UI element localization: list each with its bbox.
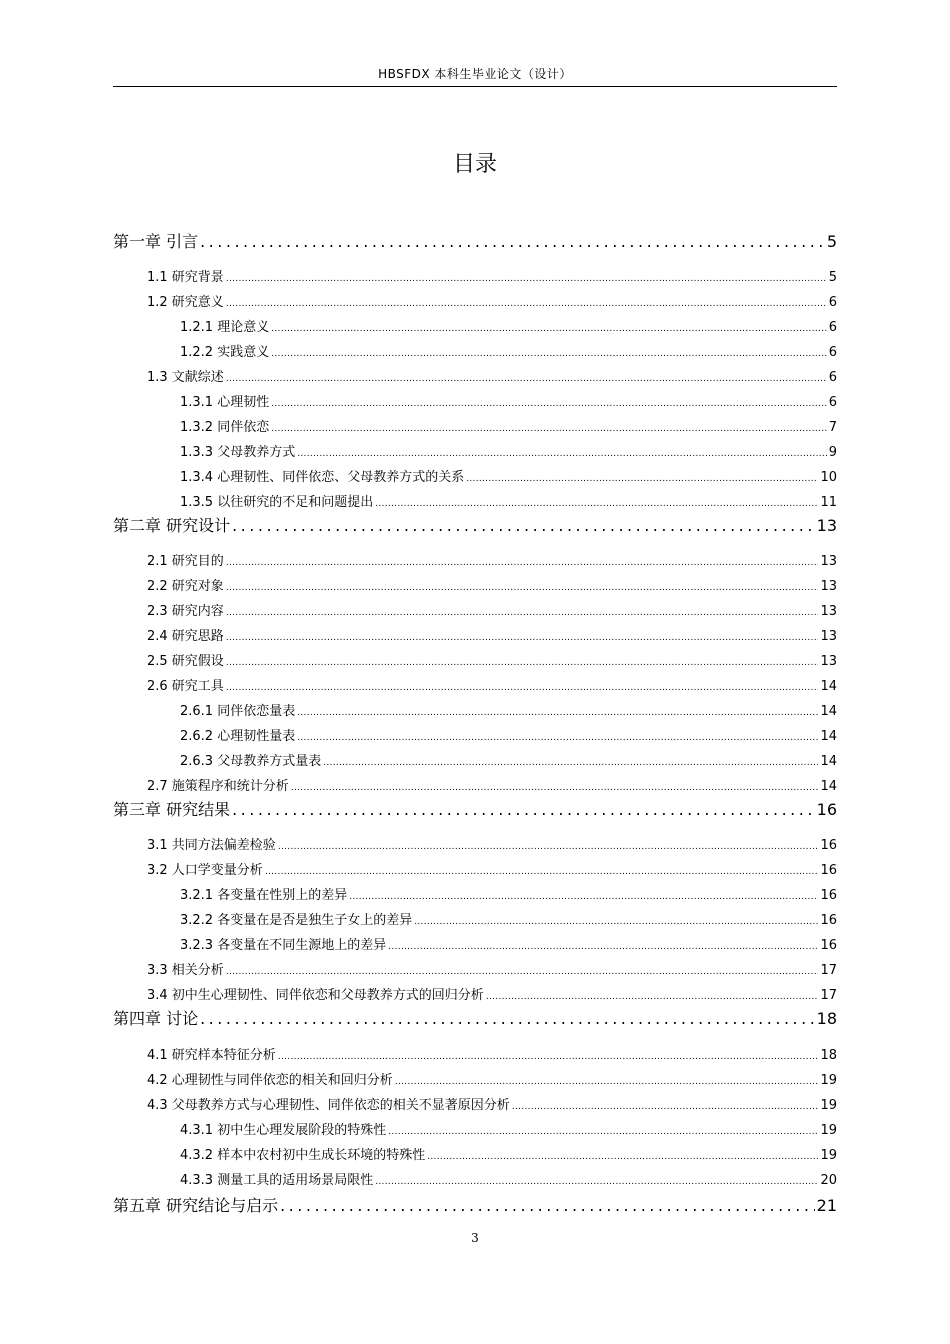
toc-entry-page: 19: [820, 1073, 837, 1088]
toc-entry-title: 1.3.1 心理韧性: [180, 395, 270, 410]
toc-entry-page: 14: [820, 729, 837, 744]
toc-entry-level2[interactable]: [113, 1069, 837, 1088]
toc-leader-dots: [375, 495, 818, 510]
toc-leader-dots: [265, 863, 819, 878]
toc-entry-title: 2.1 研究目的: [147, 554, 224, 569]
toc-entry-page: 10: [820, 470, 837, 485]
toc-leader-dots: [271, 320, 827, 335]
toc-leader-dots: [323, 754, 818, 769]
toc-entry-title: 第四章 讨论: [113, 1009, 199, 1028]
toc-entry-title: 1.2.2 实践意义: [180, 345, 270, 360]
toc-entry-level2[interactable]: [113, 775, 837, 794]
toc-entry-page: 6: [828, 395, 837, 410]
toc-entry-level3[interactable]: [113, 341, 837, 360]
page-number: 3: [471, 1231, 479, 1245]
toc-entry-level3[interactable]: [113, 491, 837, 510]
toc-leader-dots: [226, 654, 819, 669]
toc-leader-dots: [232, 516, 815, 535]
toc-entry-title: 3.2 人口学变量分析: [147, 863, 263, 878]
toc-leader-dots: [226, 370, 827, 385]
toc-entry-page: 14: [820, 704, 837, 719]
toc-entry-title: 2.7 施策程序和统计分析: [147, 779, 289, 794]
toc-entry-level1[interactable]: [113, 229, 837, 252]
toc-entry-level2[interactable]: [113, 266, 837, 285]
toc-leader-dots: [200, 232, 825, 251]
toc-entry-title: 3.4 初中生心理韧性、同伴依恋和父母教养方式的回归分析: [147, 988, 484, 1003]
toc-entry-page: 19: [820, 1123, 837, 1138]
toc-entry-page: 16: [820, 838, 837, 853]
toc-entry-level3[interactable]: [113, 700, 837, 719]
toc-entry-title: 2.6 研究工具: [147, 679, 224, 694]
toc-leader-dots: [278, 1048, 819, 1063]
toc-leader-dots: [291, 779, 819, 794]
toc-entry-level2[interactable]: [113, 600, 837, 619]
toc-entry-title: 1.2.1 理论意义: [180, 320, 270, 335]
toc-entry-level2[interactable]: [113, 575, 837, 594]
toc-entry-level2[interactable]: [113, 650, 837, 669]
toc-leader-dots: [486, 988, 819, 1003]
toc-entry-page: 18: [816, 1009, 837, 1028]
toc-entry-level2[interactable]: [113, 291, 837, 310]
toc-entry-level3[interactable]: [113, 909, 837, 928]
toc-entry-title: 2.6.1 同伴依恋量表: [180, 704, 296, 719]
toc-entry-level3[interactable]: [113, 391, 837, 410]
toc-title: 目录: [452, 152, 497, 177]
toc-entry-level3[interactable]: [113, 466, 837, 485]
toc-leader-dots: [395, 1073, 819, 1088]
toc-entry-page: 14: [820, 754, 837, 769]
toc-entry-page: 11: [820, 495, 837, 510]
toc-entry-title: 2.3 研究内容: [147, 604, 224, 619]
toc-leader-dots: [271, 420, 827, 435]
toc-leader-dots: [226, 963, 819, 978]
toc-entry-page: 6: [828, 370, 837, 385]
toc-entry-title: 3.2.1 各变量在性别上的差异: [180, 888, 348, 903]
toc-entry-page: 14: [820, 779, 837, 794]
toc-entry-page: 16: [820, 888, 837, 903]
toc-entry-title: 第一章 引言: [113, 232, 199, 251]
toc-entry-level2[interactable]: [113, 834, 837, 853]
toc-leader-dots: [232, 800, 815, 819]
toc-leader-dots: [297, 445, 827, 460]
toc-entry-level2[interactable]: [113, 859, 837, 878]
toc-entry-page: 16: [820, 863, 837, 878]
toc-leader-dots: [466, 470, 818, 485]
toc-entry-page: 21: [816, 1196, 837, 1215]
toc-leader-dots: [280, 1196, 815, 1215]
toc-entry-title: 4.3.1 初中生心理发展阶段的特殊性: [180, 1123, 387, 1138]
toc-entry-level3[interactable]: [113, 725, 837, 744]
toc-leader-dots: [226, 554, 819, 569]
toc-entry-page: 16: [820, 938, 837, 953]
toc-entry-page: 13: [820, 654, 837, 669]
toc-leader-dots: [226, 629, 819, 644]
toc-entry-level1[interactable]: [113, 797, 837, 820]
toc-entry-level3[interactable]: [113, 1169, 837, 1188]
toc-entry-title: 4.3 父母教养方式与心理韧性、同伴依恋的相关不显著原因分析: [147, 1098, 510, 1113]
toc-entry-level2[interactable]: [113, 366, 837, 385]
toc-entry-title: 1.3.2 同伴依恋: [180, 420, 270, 435]
toc-entry-title: 2.5 研究假设: [147, 654, 224, 669]
toc-leader-dots: [278, 838, 819, 853]
toc-entry-page: 9: [828, 445, 837, 460]
toc-entry-page: 13: [820, 579, 837, 594]
toc-leader-dots: [388, 1123, 818, 1138]
toc-entry-page: 19: [820, 1098, 837, 1113]
toc-entry-title: 4.2 心理韧性与同伴依恋的相关和回归分析: [147, 1073, 393, 1088]
toc-entry-title: 4.3.3 测量工具的适用场景局限性: [180, 1173, 374, 1188]
toc-leader-dots: [414, 913, 818, 928]
toc-entry-title: 1.1 研究背景: [147, 270, 224, 285]
toc-entry-page: 20: [820, 1173, 837, 1188]
toc-entry-page: 13: [820, 604, 837, 619]
toc-entry-level3[interactable]: [113, 441, 837, 460]
toc-entry-level3[interactable]: [113, 934, 837, 953]
toc-entry-level2[interactable]: [113, 984, 837, 1003]
page-header: HBSFDX 本科生毕业论文（设计）: [113, 62, 837, 87]
toc-entry-level3[interactable]: [113, 1144, 837, 1163]
toc-entry-page: 13: [820, 554, 837, 569]
toc-leader-dots: [388, 938, 818, 953]
toc-entry-level2[interactable]: [113, 675, 837, 694]
toc-entry-level3[interactable]: [113, 750, 837, 769]
toc-entry-level2[interactable]: [113, 625, 837, 644]
toc-entry-title: 1.3 文献综述: [147, 370, 224, 385]
toc-leader-dots: [226, 604, 819, 619]
toc-entry-page: 19: [820, 1148, 837, 1163]
toc-leader-dots: [226, 295, 827, 310]
toc-entry-page: 6: [828, 295, 837, 310]
toc-entry-page: 7: [828, 420, 837, 435]
toc-entry-level3[interactable]: [113, 416, 837, 435]
toc-entry-title: 1.3.3 父母教养方式: [180, 445, 296, 460]
toc-entry-title: 第五章 研究结论与启示: [113, 1196, 279, 1215]
toc-entry-title: 3.1 共同方法偏差检验: [147, 838, 276, 853]
toc-entry-page: 6: [828, 320, 837, 335]
toc-entry-title: 第三章 研究结果: [113, 800, 231, 819]
toc-entry-title: 1.3.4 心理韧性、同伴依恋、父母教养方式的关系: [180, 470, 465, 485]
toc-entry-level3[interactable]: [113, 1119, 837, 1138]
toc-entry-level1[interactable]: [113, 1193, 837, 1216]
toc-leader-dots: [349, 888, 818, 903]
toc-leader-dots: [226, 579, 819, 594]
toc-entry-page: 14: [820, 679, 837, 694]
toc-leader-dots: [297, 704, 818, 719]
toc-entry-page: 6: [828, 345, 837, 360]
toc-leader-dots: [375, 1173, 818, 1188]
toc-entry-title: 4.1 研究样本特征分析: [147, 1048, 276, 1063]
toc-leader-dots: [297, 729, 818, 744]
toc-entry-page: 13: [816, 516, 837, 535]
toc-entry-title: 第二章 研究设计: [113, 516, 231, 535]
toc-entry-title: 1.2 研究意义: [147, 295, 224, 310]
toc-leader-dots: [226, 270, 827, 285]
toc-entry-title: 1.3.5 以往研究的不足和问题提出: [180, 495, 374, 510]
toc-leader-dots: [226, 679, 819, 694]
toc-leader-dots: [427, 1148, 818, 1163]
toc-entry-page: 17: [820, 988, 837, 1003]
toc-leader-dots: [512, 1098, 819, 1113]
toc-entry-title: 4.3.2 样本中农村初中生成长环境的特殊性: [180, 1148, 426, 1163]
toc-entry-level2[interactable]: [113, 1094, 837, 1113]
toc-leader-dots: [200, 1009, 815, 1028]
toc-entry-title: 2.4 研究思路: [147, 629, 224, 644]
toc-entry-level1[interactable]: [113, 513, 837, 536]
toc-entry-title: 2.6.2 心理韧性量表: [180, 729, 296, 744]
toc-entry-level2[interactable]: [113, 959, 837, 978]
toc-entry-title: 2.6.3 父母教养方式量表: [180, 754, 322, 769]
toc-entry-title: 3.2.3 各变量在不同生源地上的差异: [180, 938, 387, 953]
toc-entry-page: 5: [828, 270, 837, 285]
toc-entry-level2[interactable]: [113, 550, 837, 569]
toc-leader-dots: [271, 345, 827, 360]
toc-entry-level3[interactable]: [113, 884, 837, 903]
toc-entry-page: 16: [820, 913, 837, 928]
toc-entry-level1[interactable]: [113, 1006, 837, 1029]
toc-entry-page: 13: [820, 629, 837, 644]
toc-leader-dots: [271, 395, 827, 410]
toc-entry-title: 3.2.2 各变量在是否是独生子女上的差异: [180, 913, 413, 928]
toc-entry-page: 18: [820, 1048, 837, 1063]
toc-entry-page: 17: [820, 963, 837, 978]
toc-entry-level2[interactable]: [113, 1044, 837, 1063]
toc-entry-level3[interactable]: [113, 316, 837, 335]
toc-entry-page: 5: [826, 232, 837, 251]
toc-entry-title: 3.3 相关分析: [147, 963, 224, 978]
toc-entry-page: 16: [816, 800, 837, 819]
toc-entry-title: 2.2 研究对象: [147, 579, 224, 594]
